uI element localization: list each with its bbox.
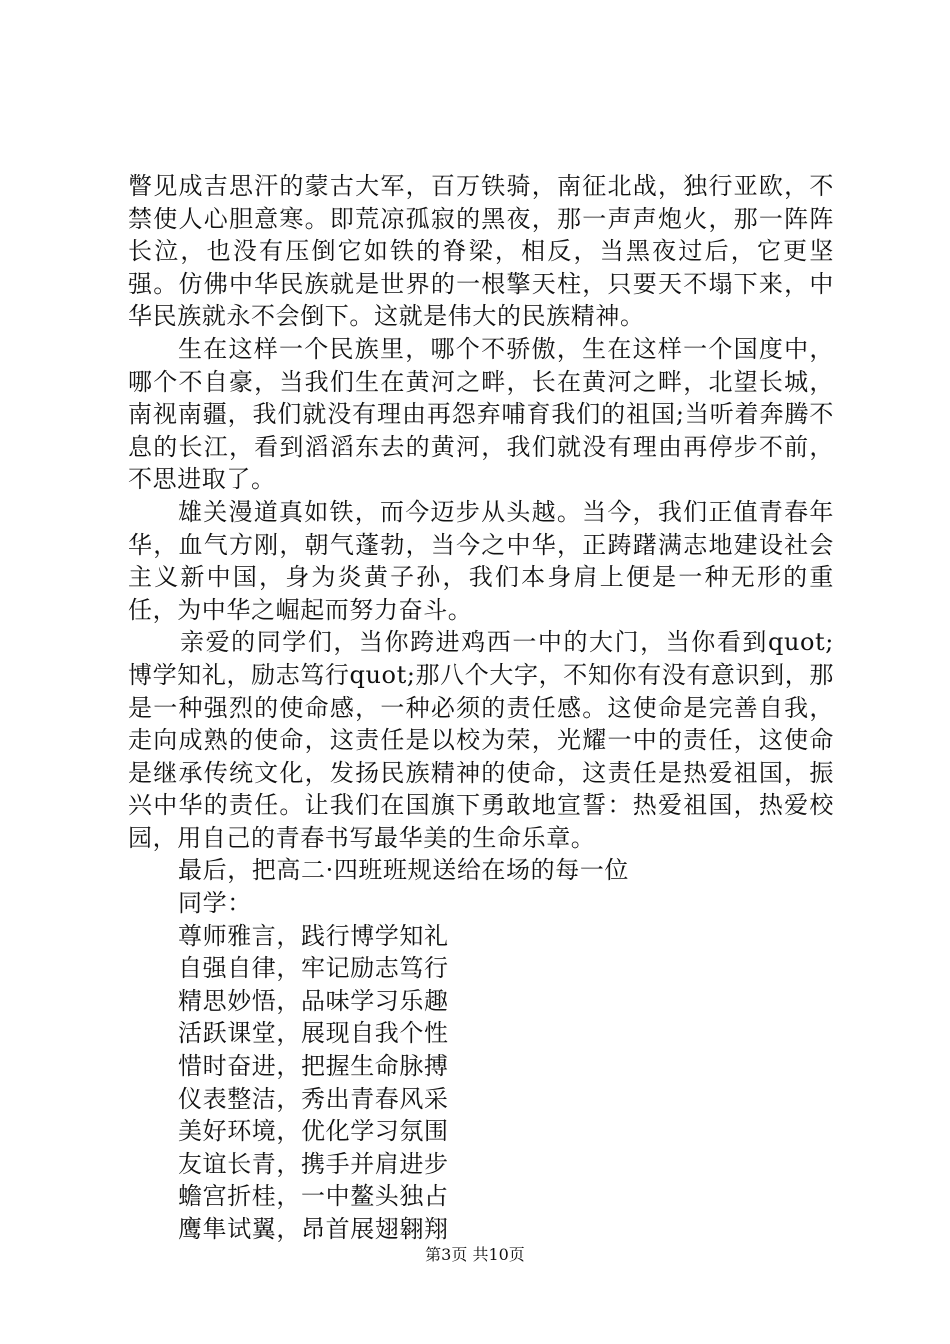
paragraph-2: 生在这样一个民族里，哪个不骄傲，生在这样一个国度中，哪个不自豪，当我们生在黄河之畔，长在黄河之畔，北望长城，南视南疆，我们就没有理由再怨弃哺育我们的祖国;当听着奔腾不息的长江，看到滔滔东去的黄河，我们就没有理由再停步不前，不思进取了。 [128, 334, 834, 494]
document-body [128, 170, 834, 1246]
page-number-label: 第3页 共10页 [425, 1245, 525, 1264]
closing-line-2: 同学： [178, 889, 252, 918]
class-rule-5: 惜时奋进，把握生命脉搏 [178, 1052, 449, 1081]
class-rule-3: 精思妙悟，品味学习乐趣 [178, 986, 449, 1015]
class-rule-6: 仪表整洁，秀出青春风采 [178, 1084, 449, 1113]
class-rule-4: 活跃课堂，展现自我个性 [178, 1019, 449, 1048]
paragraph-4: 亲爱的同学们，当你跨进鸡西一中的大门，当你看到quot;博学知礼，励志笃行quot;那八个大字，不知你有没有意识到，那是一种强烈的使命感，一种必须的责任感。这使命是完善自我，走向成熟的使命，这责任是以校为荣，光耀一中的责任，这使命是继承传统文化，发扬民族精神的使命，这责任是热爱祖国，振兴中华的责任。让我们在国旗下勇敢地宣誓：热爱祖国，热爱校园，用自己的青春书写最华美的生命乐章。 [128, 628, 834, 852]
class-rule-1: 尊师雅言，践行博学知礼 [178, 921, 449, 950]
class-rule-8: 友谊长青，携手并肩进步 [178, 1149, 449, 1178]
closing-line-1: 最后，把高二·四班班规送给在场的每一位 [178, 856, 630, 885]
paragraph-1: 瞥见成吉思汗的蒙古大军，百万铁骑，南征北战，独行亚欧，不禁使人心胆意寒。即荒凉孤寂的黑夜，那一声声炮火，那一阵阵长泣，也没有压倒它如铁的脊梁，相反，当黑夜过后，它更坚强。仿佛中华民族就是世界的一根擎天柱，只要天不塌下来，中华民族就永不会倒下。这就是伟大的民族精神。 [128, 172, 834, 331]
class-rule-10: 鹰隼试翼，昂首展翅翱翔 [178, 1215, 449, 1243]
class-rule-9: 蟾宫折桂，一中鳌头独占 [178, 1182, 449, 1211]
page-footer [0, 1242, 950, 1265]
class-rule-7: 美好环境，优化学习氛围 [178, 1117, 449, 1146]
paragraph-3: 雄关漫道真如铁，而今迈步从头越。当今，我们正值青春年华，血气方刚，朝气蓬勃，当今之中华，正踌躇满志地建设社会主义新中国，身为炎黄子孙，我们本身肩上便是一种无形的重任，为中华之崛起而努力奋斗。 [128, 497, 834, 624]
class-rule-2: 自强自律，牢记励志笃行 [178, 954, 449, 983]
